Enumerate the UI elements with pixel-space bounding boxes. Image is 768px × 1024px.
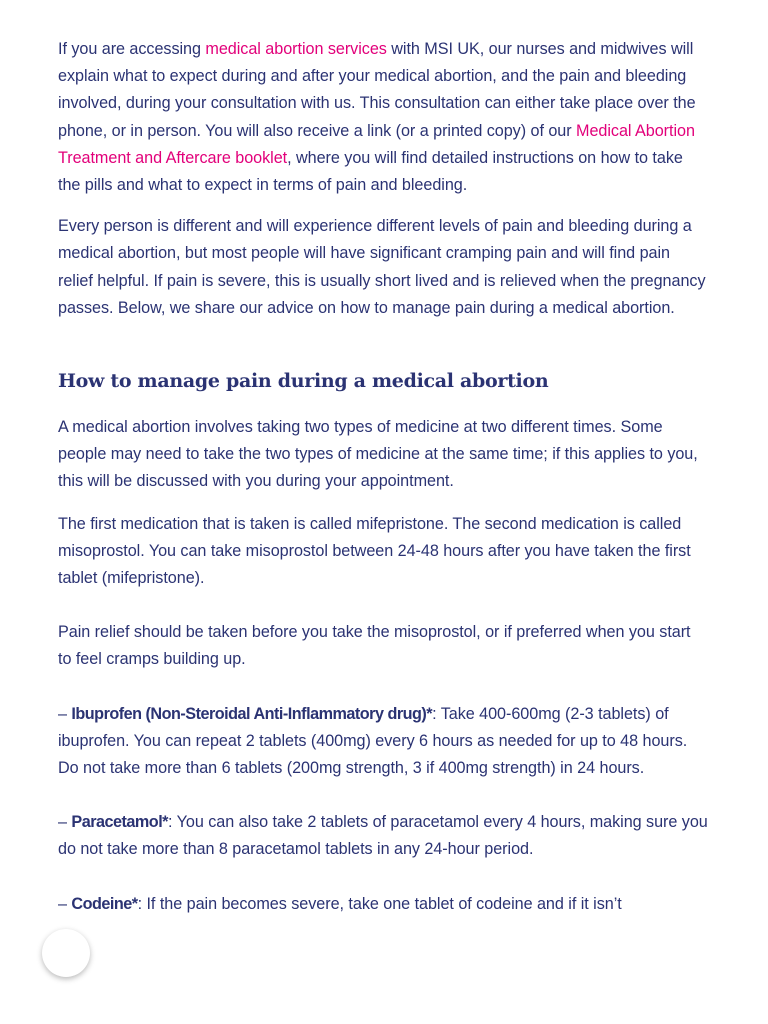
section-heading: How to manage pain during a medical abortion [58,370,549,393]
paracetamol-item [58,809,708,863]
paracetamol-name: Paracetamol* [71,813,168,832]
codeine-name: Codeine* [71,894,138,913]
list-dash: – [58,813,72,832]
codeine-text: : If the pain becomes severe, take one tablet of codeine and if it isn’t [137,894,622,913]
list-dash: – [58,704,72,723]
every-person-paragraph: Every person is different and will experience different levels of pain and bleeding during a medical abortion, but most people will have significant cramping pain and will find pain relief helpful. If pain is severe, this is usually short lived and is relieved when the pregnancy passes. Below, we share our advice on how to manage pain during a medical abortion. [58,217,706,317]
intro-text-1: If you are accessing [58,40,206,58]
two-types-paragraph: A medical abortion involves taking two types of medicine at two different times. Some people may need to take the two types of medicine at the same time; if this applies to you, this will be discussed with you during your appointment. [58,418,698,491]
ibuprofen-item [58,701,708,783]
medical-abortion-services-link[interactable]: medical abortion services [205,40,387,58]
ibuprofen-text: : Take 400-600mg (2-3 tablets) of ibuprofen. You can repeat 2 tablets (400mg) every 6 hours as needed for up to 48 hours. Do not take more than 6 tablets (200mg strength, 3 if 400mg strength) in 24 hours. [58,704,688,778]
paracetamol-text: : You can also take 2 tablets of paracetamol every 4 hours, making sure you do not take more than 8 paracetamol tablets in any 24-hour period. [58,813,708,859]
floating-action-button[interactable] [42,929,90,977]
intro-text-2: with MSI UK, our nurses and midwives will explain what to expect during and after your medical abortion, and the pain and bleeding involved, during your consultation with us. This consultation can either take place over the phone, or in person. You will also receive a link (or a printed copy) of our [58,40,696,140]
codeine-item [58,891,708,918]
aftercare-booklet-link[interactable]: Medical Abortion Treatment and Aftercare booklet [58,121,695,167]
intro-paragraph [58,36,708,199]
list-dash: – [58,894,72,913]
first-medication-paragraph: The first medication that is taken is called mifepristone. The second medication is called misoprostol. You can take misoprostol between 24-48 hours after you have taken the first tablet (mifepristone). [58,514,691,588]
pain-relief-paragraph: Pain relief should be taken before you take the misoprostol, or if preferred when you start to feel cramps building up. [58,623,691,669]
ibuprofen-name: Ibuprofen (Non-Steroidal Anti-Inflammatory drug)* [71,704,433,723]
intro-text-3: , where you will find detailed instructions on how to take the pills and what to expect in terms of pain and bleeding. [58,148,683,195]
article-content [58,36,708,918]
